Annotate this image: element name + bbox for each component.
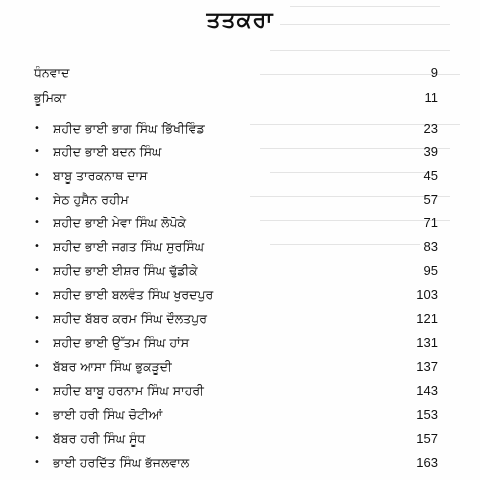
- toc-entry-title: ਧੰਨਵਾਦ: [34, 65, 70, 80]
- toc-entry-page: 95: [423, 263, 438, 278]
- toc-entry-title: ਬੱਬਰ ਹਰੀ ਸਿੰਘ ਸੂੰਧ: [53, 431, 146, 446]
- bullet-icon: •: [34, 361, 40, 372]
- toc-entry[interactable]: [34, 63, 438, 83]
- toc-entry-page: 131: [416, 335, 438, 350]
- bullet-icon: •: [34, 217, 40, 228]
- bullet-icon: •: [34, 457, 40, 468]
- toc-entry-page: 121: [416, 311, 438, 326]
- toc-entry-title: ਸ਼ਹੀਦ ਭਾਈ ਮੇਵਾ ਸਿੰਘ ਲੋਪੋਕੇ: [53, 215, 187, 230]
- toc-entry-title: ਸ਼ਹੀਦ ਭਾਈ ਈਸ਼ਰ ਸਿੰਘ ਢੁੱਡੀਕੇ: [53, 263, 198, 278]
- toc-entry-title: ਭਾਈ ਹਰਦਿੱਤ ਸਿੰਘ ਭੱਜਲਵਾਲ: [53, 455, 190, 470]
- toc-entry-page: 71: [423, 215, 438, 230]
- toc-entry-title: ਸ਼ਹੀਦ ਬੱਬਰ ਕਰਮ ਸਿੰਘ ਦੌਲਤਪੁਰ: [53, 311, 207, 326]
- toc-entry-page: 103: [416, 287, 438, 302]
- bullet-icon: •: [34, 241, 40, 252]
- toc-entry-title: ਸ਼ਹੀਦ ਭਾਈ ਜਗਤ ਸਿੰਘ ਸੁਰਸਿੰਘ: [53, 239, 205, 254]
- toc-entry-title: ਭੂਮਿਕਾ: [34, 90, 67, 105]
- toc-entry[interactable]: [34, 285, 438, 305]
- toc-entry[interactable]: [34, 166, 438, 186]
- toc-entry-title: ਬੱਬਰ ਆਸਾ ਸਿੰਘ ਭੁਕੜੂਦੀ: [53, 359, 172, 374]
- toc-entry[interactable]: [34, 453, 438, 473]
- bullet-icon: •: [34, 433, 40, 444]
- bullet-icon: •: [34, 170, 40, 181]
- bullet-icon: •: [34, 385, 40, 396]
- bullet-icon: •: [34, 194, 40, 205]
- bullet-icon: •: [34, 146, 40, 157]
- toc-entry-page: 9: [430, 65, 438, 80]
- toc-entry-title: ਸ਼ਹੀਦ ਭਾਈ ਬਲਵੰਤ ਸਿੰਘ ਖੁਰਦਪੁਰ: [53, 287, 214, 302]
- toc-entry-page: 137: [416, 359, 438, 374]
- toc-entry-page: 143: [416, 383, 438, 398]
- toc-entry[interactable]: [34, 357, 438, 377]
- page-title: ਤਤਕਰਾ: [206, 8, 274, 33]
- toc-entry-page: 153: [416, 407, 438, 422]
- toc-entry-title: ਸ਼ਹੀਦ ਭਾਈ ਬਦਨ ਸਿੰਘ: [53, 144, 162, 159]
- toc-entry-page: 45: [423, 168, 438, 183]
- toc-entry[interactable]: [34, 237, 438, 257]
- toc-entry-page: 163: [416, 455, 438, 470]
- toc-entry-title: ਸੇਠ ਹੁਸੈਨ ਰਹੀਮ: [53, 192, 129, 207]
- toc-entry-title: ਬਾਬੂ ਤਾਰਕਨਾਥ ਦਾਸ: [53, 168, 148, 183]
- toc-entry[interactable]: [34, 88, 438, 108]
- toc-entry[interactable]: [34, 190, 438, 210]
- toc-entry[interactable]: [34, 429, 438, 449]
- bullet-icon: •: [34, 337, 40, 348]
- toc-entry-page: 23: [423, 121, 438, 136]
- toc-entry[interactable]: [34, 142, 438, 162]
- toc-entry[interactable]: [34, 309, 438, 329]
- toc-entry-page: 57: [423, 192, 438, 207]
- toc-entry-title: ਸ਼ਹੀਦ ਬਾਬੂ ਹਰਨਾਮ ਸਿੰਘ ਸਾਹਰੀ: [53, 383, 204, 398]
- toc-entry-title: ਸ਼ਹੀਦ ਭਾਈ ਭਾਗ ਸਿੰਘ ਭਿੱਖੀਵਿੰਡ: [53, 121, 205, 136]
- toc-entry[interactable]: [34, 261, 438, 281]
- bullet-icon: •: [34, 313, 40, 324]
- toc-entry[interactable]: [34, 405, 438, 425]
- toc-entry-page: 157: [416, 431, 438, 446]
- toc-entry[interactable]: [34, 213, 438, 233]
- toc-entry-page: 11: [424, 90, 438, 105]
- bullet-icon: •: [34, 265, 40, 276]
- toc-entry-page: 39: [423, 144, 438, 159]
- bullet-icon: •: [34, 123, 40, 134]
- toc-entry-title: ਸ਼ਹੀਦ ਭਾਈ ਉੱਤਮ ਸਿੰਘ ਹਾਂਸ: [53, 335, 190, 350]
- toc-entry[interactable]: [34, 333, 438, 353]
- bullet-icon: •: [34, 409, 40, 420]
- bullet-icon: •: [34, 289, 40, 300]
- toc-entry-title: ਭਾਈ ਹਰੀ ਸਿੰਘ ਚੋਟੀਆਂ: [53, 407, 163, 422]
- toc-entry-page: 83: [423, 239, 438, 254]
- toc-entry[interactable]: [34, 381, 438, 401]
- toc-entry[interactable]: [34, 119, 438, 139]
